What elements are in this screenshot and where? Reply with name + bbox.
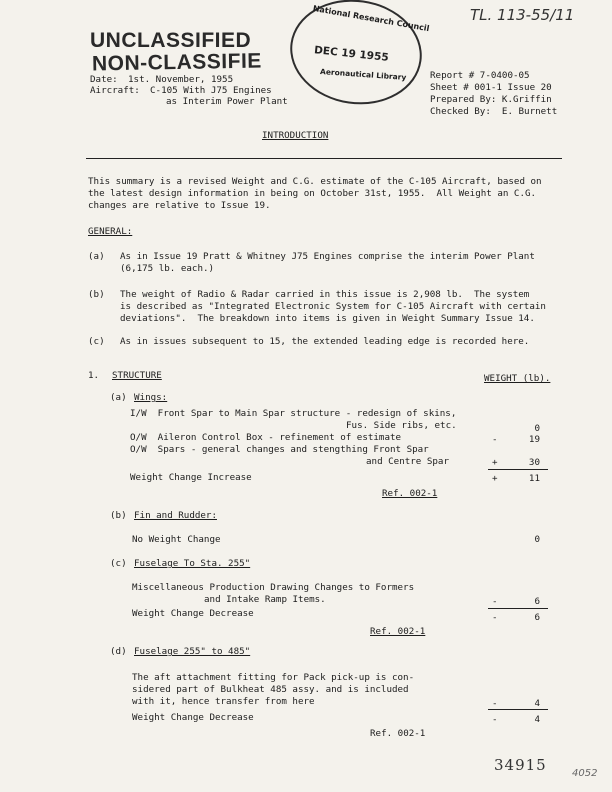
general-item-b-line: The weight of Radio & Radar carried in this issue is 2,908 lb. The system (120, 289, 530, 300)
wings-sign-4: + (492, 473, 498, 484)
fuselage-485-line: The aft attachment fitting for Pack pick-up is con- (132, 672, 415, 683)
fuselage-255-line: and Intake Ramp Items. (204, 594, 326, 605)
wings-item-line: I/W Front Spar to Main Spar structure - redesign of skins, (130, 408, 457, 419)
fuselage-255-heading: Fuselage To Sta. 255" (134, 558, 251, 569)
fin-heading: Fin and Rudder: (134, 510, 217, 521)
wings-heading: Wings: (134, 392, 168, 403)
general-item-b-line: deviations". The breakdown into items is given in Weight Summary Issue 14. (120, 313, 535, 324)
fuselage-255-total: 6 (534, 612, 540, 623)
fuselage-485-line: with it, hence transfer from here (132, 696, 315, 707)
unclassified-stamp: UNCLASSIFIED (90, 29, 252, 52)
wings-item-line: O/W Aileron Control Box - refinement of estimate (130, 432, 402, 443)
weight-column-heading: WEIGHT (lb). (484, 373, 551, 384)
wings-sign-3: + (492, 457, 498, 468)
fuselage-485-sign-1: - (492, 698, 498, 709)
report-number: Report # 7-0400-05 (430, 70, 530, 81)
aircraft-label: Aircraft: (90, 85, 140, 96)
stamped-number: 34915 (494, 756, 547, 774)
fuselage-485-heading: Fuselage 255" to 485" (134, 646, 251, 657)
general-item-a-line: As in Issue 19 Pratt & Whitney J75 Engines comprise the interim Power Plant (120, 251, 535, 262)
fuselage-485-line: sidered part of Bulkheat 485 assy. and is included (132, 684, 409, 695)
fuselage-485-total: 4 (534, 714, 540, 725)
general-heading: GENERAL: (88, 226, 133, 237)
fuselage-255-reference: Ref. 002-1 (370, 626, 426, 637)
general-item-b-tag: (b) (88, 289, 105, 300)
fuselage-485-sign-2: - (492, 714, 498, 725)
fuselage-255-sign-1: - (492, 596, 498, 607)
wings-weight-change: Weight Change Increase (130, 472, 252, 483)
wings-total: 11 (528, 473, 540, 484)
seal-bottom-text: Aeronautical Library (319, 66, 407, 83)
wings-reference: Ref. 002-1 (382, 488, 438, 499)
wings-value-2: 19 (528, 434, 540, 445)
general-item-c-line: As in issues subsequent to 15, the extended leading edge is recorded here. (120, 336, 530, 347)
seal-top-text: National Research Council (312, 3, 430, 34)
wings-value-3: 30 (528, 457, 540, 468)
wings-item-line: O/W Spars - general changes and stengthing Front Spar (130, 444, 429, 455)
aircraft-line-1: C-105 With J75 Engines (150, 85, 272, 96)
prepared-by: Prepared By: K.Griffin (430, 94, 552, 105)
wings-value-1: 0 (534, 423, 540, 434)
intro-line-3: changes are relative to Issue 19. (88, 200, 271, 211)
intro-line-2: the latest design information in being on October 31st, 1955. All Weight an C.G. (88, 188, 537, 199)
seal-date: DEC 19 1955 (313, 44, 390, 64)
wings-sum-rule (488, 469, 548, 470)
fuselage-485-value: 4 (534, 698, 540, 709)
wings-item-line: and Centre Spar (366, 456, 449, 467)
intro-line-1: This summary is a revised Weight and C.G. estimate of the C-105 Aircraft, based on (88, 176, 542, 187)
fuselage-485-tag: (d) (110, 646, 127, 657)
general-item-b-line: is described as "Integrated Electronic System for C-105 Aircraft with certain (120, 301, 546, 312)
fin-weight-change: No Weight Change (132, 534, 221, 545)
fuselage-485-reference: Ref. 002-1 (370, 728, 426, 739)
fuselage-255-line: Miscellaneous Production Drawing Changes to Formers (132, 582, 415, 593)
date-label: Date: (90, 74, 118, 85)
non-classified-stamp: NON-CLASSIFIE (91, 49, 263, 76)
fuselage-255-sum-rule (488, 608, 548, 609)
structure-heading: STRUCTURE (112, 370, 162, 381)
wings-item-line: Fus. Side ribs, etc. (346, 420, 457, 431)
wings-sign-2: - (492, 434, 498, 445)
fuselage-485-sum-rule (488, 709, 548, 710)
fuselage-255-value: 6 (534, 596, 540, 607)
fin-tag: (b) (110, 510, 127, 521)
structure-number: 1. (88, 370, 100, 381)
header-divider (86, 158, 562, 159)
sheet-number: Sheet # 001-1 Issue 20 (430, 82, 552, 93)
fuselage-255-sign-2: - (492, 612, 498, 623)
checked-by: Checked By: E. Burnett (430, 106, 558, 117)
page-title: INTRODUCTION (262, 130, 329, 141)
wings-tag: (a) (110, 392, 127, 403)
general-item-a-tag: (a) (88, 251, 105, 262)
fuselage-255-tag: (c) (110, 558, 127, 569)
fin-value: 0 (534, 534, 540, 545)
fuselage-485-weight-change: Weight Change Decrease (132, 712, 254, 723)
date-value: 1st. November, 1955 (128, 74, 234, 85)
aircraft-line-2: as Interim Power Plant (166, 96, 288, 107)
handwritten-number: 4052 (572, 768, 598, 779)
general-item-a-line: (6,175 lb. each.) (120, 263, 215, 274)
handwritten-reference: TL. 113-55/11 (470, 6, 575, 24)
general-item-c-tag: (c) (88, 336, 105, 347)
fuselage-255-weight-change: Weight Change Decrease (132, 608, 254, 619)
